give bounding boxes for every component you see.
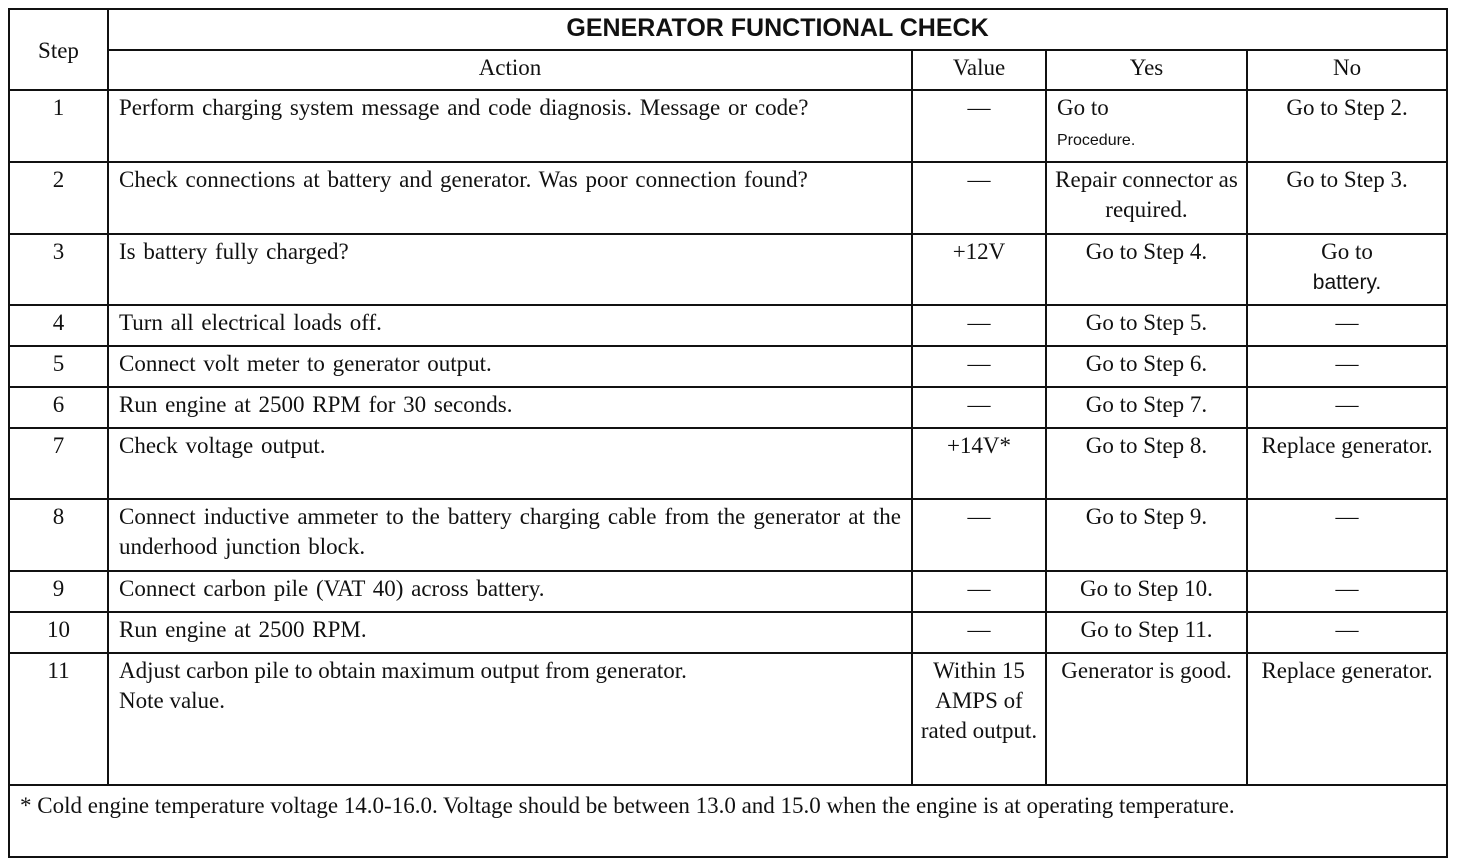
yes-line-small: Procedure. xyxy=(1057,132,1136,149)
header-action: Action xyxy=(108,50,912,90)
step-cell: 5 xyxy=(9,346,108,387)
value-cell: +14V* xyxy=(912,428,1046,499)
action-cell: Check voltage output. xyxy=(108,428,912,499)
action-line: Note value. xyxy=(119,687,226,713)
footnote-cell xyxy=(9,785,1447,857)
no-cell: — xyxy=(1247,571,1447,612)
no-cell: — xyxy=(1247,499,1447,570)
yes-cell: Go to Step 5. xyxy=(1046,305,1247,346)
header-value: Value xyxy=(912,50,1046,90)
step-cell: 1 xyxy=(9,90,108,162)
yes-cell: Go to Step 11. xyxy=(1046,612,1247,653)
value-cell: — xyxy=(912,305,1046,346)
step-cell: 3 xyxy=(9,234,108,305)
yes-cell: Go to Step 8. xyxy=(1046,428,1247,499)
yes-cell: Go to Step 6. xyxy=(1046,346,1247,387)
step-cell: 9 xyxy=(9,571,108,612)
action-cell xyxy=(108,653,912,785)
value-cell: — xyxy=(912,162,1046,234)
footnote: * Cold engine temperature voltage 14.0-16.0. Voltage should be between 13.0 and 15.0 when the engine is at operating temperature. xyxy=(20,792,1235,818)
step-cell: 11 xyxy=(9,653,108,785)
action-line: Adjust carbon pile to obtain maximum output from generator. xyxy=(119,657,687,683)
generator-check-table xyxy=(8,8,1448,858)
action-cell: Connect carbon pile (VAT 40) across battery. xyxy=(108,571,912,612)
yes-cell xyxy=(1046,90,1247,162)
action-cell: Run engine at 2500 RPM for 30 seconds. xyxy=(108,387,912,428)
table-row xyxy=(9,571,1447,612)
action-cell: Connect inductive ammeter to the battery charging cable from the generator at the underhood junction block. xyxy=(108,499,912,570)
table-row xyxy=(9,305,1447,346)
value-cell: — xyxy=(912,387,1046,428)
yes-cell: Go to Step 7. xyxy=(1046,387,1247,428)
step-cell: 8 xyxy=(9,499,108,570)
yes-cell: Go to Step 4. xyxy=(1046,234,1247,305)
no-cell: Go to Step 3. xyxy=(1247,162,1447,234)
step-cell: 7 xyxy=(9,428,108,499)
table-row xyxy=(9,499,1447,570)
value-cell: — xyxy=(912,346,1046,387)
header-no: No xyxy=(1247,50,1447,90)
action-cell: Perform charging system message and code diagnosis. Message or code? xyxy=(108,90,912,162)
no-line-sans: battery. xyxy=(1312,271,1382,295)
yes-line: Go to xyxy=(1057,95,1109,120)
no-cell xyxy=(1247,234,1447,305)
step-cell: 2 xyxy=(9,162,108,234)
action-cell: Connect volt meter to generator output. xyxy=(108,346,912,387)
no-cell: — xyxy=(1247,387,1447,428)
no-cell: Replace generator. xyxy=(1247,653,1447,785)
no-cell: Go to Step 2. xyxy=(1247,90,1447,162)
no-line: Go to xyxy=(1321,239,1373,265)
no-cell: — xyxy=(1247,346,1447,387)
yes-cell: Repair connector as required. xyxy=(1046,162,1247,234)
header-yes: Yes xyxy=(1046,50,1247,90)
table-row xyxy=(9,162,1447,234)
document-page xyxy=(8,8,1446,858)
action-cell: Check connections at battery and generator. Was poor connection found? xyxy=(108,162,912,234)
step-cell: 4 xyxy=(9,305,108,346)
value-cell: — xyxy=(912,90,1046,162)
value-cell: — xyxy=(912,499,1046,570)
footnote-row xyxy=(9,785,1447,857)
action-cell: Turn all electrical loads off. xyxy=(108,305,912,346)
no-cell: — xyxy=(1247,305,1447,346)
table-row xyxy=(9,234,1447,305)
table-row xyxy=(9,387,1447,428)
table-row xyxy=(9,346,1447,387)
table-row xyxy=(9,653,1447,785)
yes-cell: Go to Step 9. xyxy=(1046,499,1247,570)
value-cell: Within 15 AMPS of rated output. xyxy=(912,653,1046,785)
table-row xyxy=(9,428,1447,499)
table-row xyxy=(9,612,1447,653)
table-row xyxy=(9,90,1447,162)
step-cell: 6 xyxy=(9,387,108,428)
yes-cell: Go to Step 10. xyxy=(1046,571,1247,612)
header-step: Step xyxy=(9,9,108,90)
value-cell: — xyxy=(912,612,1046,653)
table-title: GENERATOR FUNCTIONAL CHECK xyxy=(108,9,1447,50)
step-cell: 10 xyxy=(9,612,108,653)
value-cell: — xyxy=(912,571,1046,612)
no-cell: — xyxy=(1247,612,1447,653)
yes-cell: Generator is good. xyxy=(1046,653,1247,785)
action-cell: Is battery fully charged? xyxy=(108,234,912,305)
value-cell: +12V xyxy=(912,234,1046,305)
action-cell: Run engine at 2500 RPM. xyxy=(108,612,912,653)
no-cell: Replace generator. xyxy=(1247,428,1447,499)
